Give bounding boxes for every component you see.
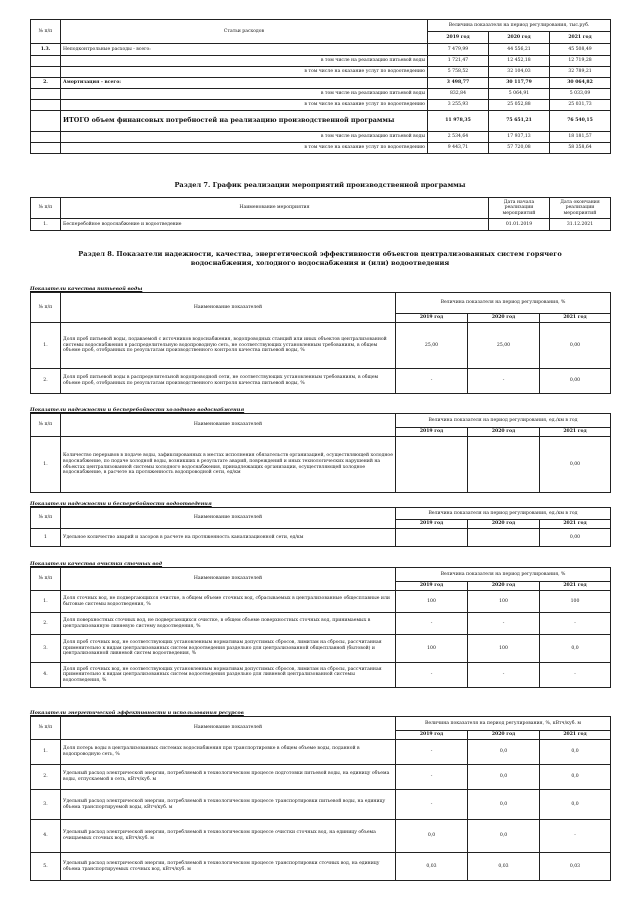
row-num: 4. bbox=[31, 820, 61, 853]
s7-col-start: Дата начала реализации мероприятий bbox=[489, 198, 550, 219]
row-value: 25 052,88 bbox=[489, 100, 550, 111]
row-name: Удельный расход электрической энергии, потребляемой в технологическом процессе транспортировки сточных вод, на единицу объема транспортируемых сточных вод, кВтч/куб. м bbox=[61, 853, 396, 881]
expenses-body bbox=[31, 44, 611, 154]
col-value: Величина показателя на период регулирования, % bbox=[396, 568, 611, 582]
row-value: 0,00 bbox=[540, 437, 611, 493]
col-num: № п/п bbox=[31, 508, 61, 529]
row-name: Удельный расход электрической энергии, потребляемой в технологическом процессе очистки сточных вод, на единицу объема очищаемых сточных вод, кВтч/куб. м bbox=[61, 820, 396, 853]
row-num: 1.3. bbox=[31, 44, 61, 56]
row-value: 17 937,13 bbox=[489, 132, 550, 143]
row-value: 0,03 bbox=[468, 853, 540, 881]
row-value: 0,0 bbox=[468, 765, 540, 790]
row-value: 25,00 bbox=[468, 323, 540, 369]
s7-col-name: Наименование мероприятия bbox=[61, 198, 489, 219]
subsection-title: Показатели качества питьевой воды bbox=[30, 286, 143, 292]
section8-title: Раздел 8. Показатели надежности, качества, энергетической эффективности объектов централизованных систем горячего водоснабжения, холодного водоснабжения и (или) водоотведения bbox=[78, 250, 562, 267]
row-value: 25,00 bbox=[396, 323, 468, 369]
row-value: - bbox=[540, 663, 611, 688]
row-value: 0,0 bbox=[540, 790, 611, 820]
subsection-title: Показатели надежности и бесперебойности водоотведения bbox=[30, 501, 212, 507]
table-row bbox=[31, 323, 611, 369]
indicator-table-block bbox=[30, 507, 610, 547]
expenses-col-value: Величина показателя на период регулирования, тыс.руб. bbox=[428, 20, 611, 32]
row-name: в том числе на реализацию питьевой воды bbox=[61, 89, 428, 100]
table-row bbox=[31, 111, 611, 132]
row-name: Доля сточных вод, не подвергающихся очистке, в общем объеме сточных вод, сбрасываемых в централизованные общесплавные или бытовые системы водоотведения, % bbox=[61, 591, 396, 613]
row-name: Бесперебойное водоснабжение и водоотведение bbox=[61, 219, 489, 231]
expenses-col-name: Статьи расходов bbox=[61, 20, 428, 44]
indicator-table-block bbox=[30, 567, 610, 688]
year-header: 2021 год bbox=[550, 32, 611, 44]
table-row bbox=[31, 663, 611, 688]
row-value: - bbox=[396, 369, 468, 394]
row-name: Доля проб питьевой воды, подаваемой с источников водоснабжения, водопроводных станций или иных объектов централизованной системы водоснабжения в распределительную водопроводную сеть, не соответствующих установленным требованиям, в общем объеме проб, отобранных по результатам производственного контроля качества питьевой воды, % bbox=[61, 323, 396, 369]
table-row bbox=[31, 613, 611, 635]
row-value: 44 556,21 bbox=[489, 44, 550, 56]
subsection-title: Показатели качества очистки сточных вод bbox=[30, 561, 163, 567]
table-row bbox=[31, 820, 611, 853]
table-row bbox=[31, 635, 611, 663]
year-header: 2019 год bbox=[396, 731, 468, 740]
row-name: в том числе на оказание услуг по водоотведению bbox=[61, 100, 428, 111]
row-name: Амортизация - всего: bbox=[61, 78, 428, 89]
s7-col-end: Дата окончания реализации мероприятий bbox=[550, 198, 611, 219]
row-value: - bbox=[396, 663, 468, 688]
col-num: № п/п bbox=[31, 568, 61, 591]
col-name: Наименование показателей bbox=[61, 293, 396, 323]
row-value bbox=[396, 437, 468, 493]
indicator-table-block bbox=[30, 292, 610, 394]
row-value: 12 452,18 bbox=[489, 56, 550, 67]
year-header: 2020 год bbox=[468, 731, 540, 740]
year-header: 2020 год bbox=[468, 428, 540, 437]
year-header: 2021 год bbox=[540, 731, 611, 740]
table-row bbox=[31, 437, 611, 493]
row-num: 2. bbox=[31, 765, 61, 790]
row-value: 18 181,57 bbox=[550, 132, 611, 143]
row-value: 45 508,49 bbox=[550, 44, 611, 56]
row-value: 832,84 bbox=[428, 89, 489, 100]
row-value: 32 104,03 bbox=[489, 67, 550, 78]
row-value: 9 443,71 bbox=[428, 143, 489, 154]
col-num: № п/п bbox=[31, 414, 61, 437]
row-name: Доля проб сточных вод, не соответствующих установленным нормативам допустимых сбросов, лимитам на сбросы, рассчитанная применительно к видам централизованных систем водоотведения раздельно для централизованной общесплавной (бытовой) и централизованной ливневой систем водоотведения, % bbox=[61, 635, 396, 663]
row-num bbox=[31, 143, 61, 154]
col-value: Величина показателя на период регулирования, ед./км в год bbox=[396, 508, 611, 520]
row-value bbox=[396, 529, 468, 547]
row-value: - bbox=[396, 613, 468, 635]
indicator-table bbox=[30, 567, 611, 688]
row-value: 12 719,28 bbox=[550, 56, 611, 67]
col-value: Величина показателя на период регулирования, %, кВтч/куб. м bbox=[396, 717, 611, 731]
year-header: 2019 год bbox=[396, 314, 468, 323]
table-row bbox=[31, 67, 611, 78]
year-header: 2020 год bbox=[468, 314, 540, 323]
row-name: в том числе на реализацию питьевой воды bbox=[61, 56, 428, 67]
row-value: 100 bbox=[468, 591, 540, 613]
expenses-col-num: № п/п bbox=[31, 20, 61, 44]
row-value: - bbox=[396, 790, 468, 820]
indicator-table bbox=[30, 292, 611, 394]
row-value: 5 064,91 bbox=[489, 89, 550, 100]
row-num bbox=[31, 100, 61, 111]
section7-title: Раздел 7. График реализации мероприятий производственной программы bbox=[174, 181, 466, 189]
table-row bbox=[31, 78, 611, 89]
row-name: Доля поверхностных сточных вод, не подвергающихся очистке, в общем объеме поверхностных сточных вод, принимаемых в централизованную ливневую систему водоотведения, % bbox=[61, 613, 396, 635]
year-header: 2019 год bbox=[396, 520, 468, 529]
row-num bbox=[31, 132, 61, 143]
table-row bbox=[31, 853, 611, 881]
table-row bbox=[31, 790, 611, 820]
row-name: Доля потерь воды в централизованных системах водоснабжения при транспортировке в общем объеме воды, поданной в водопроводную сеть, % bbox=[61, 740, 396, 765]
table-row bbox=[31, 740, 611, 765]
row-value: 100 bbox=[468, 635, 540, 663]
row-value: 0,0 bbox=[468, 740, 540, 765]
row-start: 01.01.2019 bbox=[489, 219, 550, 231]
section7-table bbox=[30, 197, 611, 231]
row-end: 31.12.2021 bbox=[550, 219, 611, 231]
row-name: Доля проб питьевой воды в распределительной водопроводной сети, не соответствующих установленным требованиям, в общем объеме проб, отобранных по результатам производственного контроля качества питьевой воды, % bbox=[61, 369, 396, 394]
col-value: Величина показателя на период регулирования, ед./км в год bbox=[396, 414, 611, 428]
year-header: 2020 год bbox=[489, 32, 550, 44]
row-value: 0,00 bbox=[540, 369, 611, 394]
row-num bbox=[31, 67, 61, 78]
row-value: 0,03 bbox=[396, 853, 468, 881]
row-value: 1 721,47 bbox=[428, 56, 489, 67]
row-num: 1. bbox=[31, 437, 61, 493]
row-name: Удельный расход электрической энергии, потребляемой в технологическом процессе подготовки питьевой воды, на единицу объема воды, отпускаемой в сеть, кВтч/куб. м bbox=[61, 765, 396, 790]
row-value: 100 bbox=[396, 635, 468, 663]
s7-col-num: № п/п bbox=[31, 198, 61, 219]
year-header: 2021 год bbox=[540, 520, 611, 529]
row-value: 0,0 bbox=[468, 790, 540, 820]
row-num: 3. bbox=[31, 635, 61, 663]
section7-table-block bbox=[30, 197, 610, 231]
row-value: 76 540,15 bbox=[550, 111, 611, 132]
year-header: 2021 год bbox=[540, 582, 611, 591]
col-name: Наименование показателей bbox=[61, 717, 396, 740]
table-row bbox=[31, 219, 611, 231]
year-header: 2020 год bbox=[468, 520, 540, 529]
row-value: 3 498,77 bbox=[428, 78, 489, 89]
row-value: 30 117,79 bbox=[489, 78, 550, 89]
row-num: 2. bbox=[31, 613, 61, 635]
row-num: 4. bbox=[31, 663, 61, 688]
row-num: 3. bbox=[31, 790, 61, 820]
row-value: 2 534,64 bbox=[428, 132, 489, 143]
year-header: 2019 год bbox=[396, 428, 468, 437]
row-num: 2. bbox=[31, 369, 61, 394]
row-value: - bbox=[540, 613, 611, 635]
year-header: 2021 год bbox=[540, 314, 611, 323]
year-header: 2020 год bbox=[468, 582, 540, 591]
row-num: 1 bbox=[31, 529, 61, 547]
row-value: 0,00 bbox=[540, 529, 611, 547]
table-row bbox=[31, 89, 611, 100]
year-header: 2019 год bbox=[396, 582, 468, 591]
indicator-table bbox=[30, 507, 611, 547]
col-name: Наименование показателей bbox=[61, 414, 396, 437]
row-value: 100 bbox=[540, 591, 611, 613]
col-name: Наименование показателей bbox=[61, 568, 396, 591]
row-name: в том числе на оказание услуг по водоотведению bbox=[61, 67, 428, 78]
indicator-table bbox=[30, 716, 611, 881]
table-row bbox=[31, 44, 611, 56]
table-row bbox=[31, 369, 611, 394]
row-name: Удельное количество аварий и засоров в расчете на протяженность канализационной сети, ед/км bbox=[61, 529, 396, 547]
row-value: 0,0 bbox=[540, 765, 611, 790]
row-value: - bbox=[468, 613, 540, 635]
subsection-title: Показатели надежности и бесперебойности холодного водоснабжения bbox=[30, 407, 245, 413]
row-value: 0,0 bbox=[540, 740, 611, 765]
row-num: 1. bbox=[31, 740, 61, 765]
year-header: 2019 год bbox=[428, 32, 489, 44]
table-row bbox=[31, 56, 611, 67]
indicator-table-block bbox=[30, 716, 610, 881]
row-value: 0,00 bbox=[540, 323, 611, 369]
row-name: ИТОГО объем финансовых потребностей на реализацию производственной программы bbox=[61, 111, 428, 132]
row-value: 30 064,82 bbox=[550, 78, 611, 89]
row-num bbox=[31, 89, 61, 100]
row-value: - bbox=[396, 740, 468, 765]
year-header: 2021 год bbox=[540, 428, 611, 437]
row-value: 100 bbox=[396, 591, 468, 613]
row-name: в том числе на реализацию питьевой воды bbox=[61, 132, 428, 143]
table-row bbox=[31, 100, 611, 111]
col-num: № п/п bbox=[31, 717, 61, 740]
expenses-table-block bbox=[30, 19, 610, 154]
row-name: Неподконтрольные расходы - всего: bbox=[61, 44, 428, 56]
row-value bbox=[468, 437, 540, 493]
row-name: Доля проб сточных вод, не соответствующих установленным нормативам допустимых сбросов, лимитам на сбросы, рассчитанная применительно к видам централизованных систем водоотведения раздельно для ливневой централизованной системы водоотведения, % bbox=[61, 663, 396, 688]
row-value: 75 651,21 bbox=[489, 111, 550, 132]
indicator-table-block bbox=[30, 413, 610, 493]
row-value: - bbox=[540, 820, 611, 853]
row-value: 0,0 bbox=[396, 820, 468, 853]
table-row bbox=[31, 143, 611, 154]
row-value: - bbox=[396, 765, 468, 790]
col-value: Величина показателя на период регулирования, % bbox=[396, 293, 611, 314]
row-num: 5. bbox=[31, 853, 61, 881]
expenses-table bbox=[30, 19, 611, 154]
row-num: 1. bbox=[31, 591, 61, 613]
row-value: 5 033,09 bbox=[550, 89, 611, 100]
row-value: 25 031,73 bbox=[550, 100, 611, 111]
col-num: № п/п bbox=[31, 293, 61, 323]
table-row bbox=[31, 132, 611, 143]
table-row bbox=[31, 529, 611, 547]
table-row bbox=[31, 591, 611, 613]
table-row bbox=[31, 765, 611, 790]
row-value: 5 758,52 bbox=[428, 67, 489, 78]
row-value bbox=[468, 529, 540, 547]
row-value: 57 720,08 bbox=[489, 143, 550, 154]
row-num bbox=[31, 56, 61, 67]
row-num: 1. bbox=[31, 219, 61, 231]
col-name: Наименование показателей bbox=[61, 508, 396, 529]
row-value: 58 358,64 bbox=[550, 143, 611, 154]
row-value: 7 479,99 bbox=[428, 44, 489, 56]
row-num: 1. bbox=[31, 323, 61, 369]
indicator-table bbox=[30, 413, 611, 493]
row-value: 11 978,35 bbox=[428, 111, 489, 132]
row-value: - bbox=[468, 369, 540, 394]
row-value: 0,0 bbox=[540, 635, 611, 663]
row-value: 3 255,93 bbox=[428, 100, 489, 111]
row-num: 2. bbox=[31, 78, 61, 89]
row-name: в том числе на оказание услуг по водоотведению bbox=[61, 143, 428, 154]
row-value: 0,03 bbox=[540, 853, 611, 881]
row-value: 32 789,21 bbox=[550, 67, 611, 78]
row-num bbox=[31, 111, 61, 132]
row-name: Удельный расход электрической энергии, потребляемой в технологическом процессе транспортировки питьевой воды, на единицу объема транспортируемой воды, кВтч/куб. м bbox=[61, 790, 396, 820]
subsection-title: Показатели энергетической эффективности и использования ресурсов bbox=[30, 710, 244, 716]
row-value: 0,0 bbox=[468, 820, 540, 853]
row-value: - bbox=[468, 663, 540, 688]
row-name: Количество перерывов в подаче воды, зафиксированных в местах исполнения обязательств организацией, осуществляющей холодное водоснабжение, по подаче холодной воды, возникших в результате аварий, повреждений и иных технологических нарушений на объектах централизованной системы холодного водоснабжения, принадлежащих организации, осуществляющей холодное водоснабжение, в расчете на протяженность водопроводной сети, ед/км bbox=[61, 437, 396, 493]
